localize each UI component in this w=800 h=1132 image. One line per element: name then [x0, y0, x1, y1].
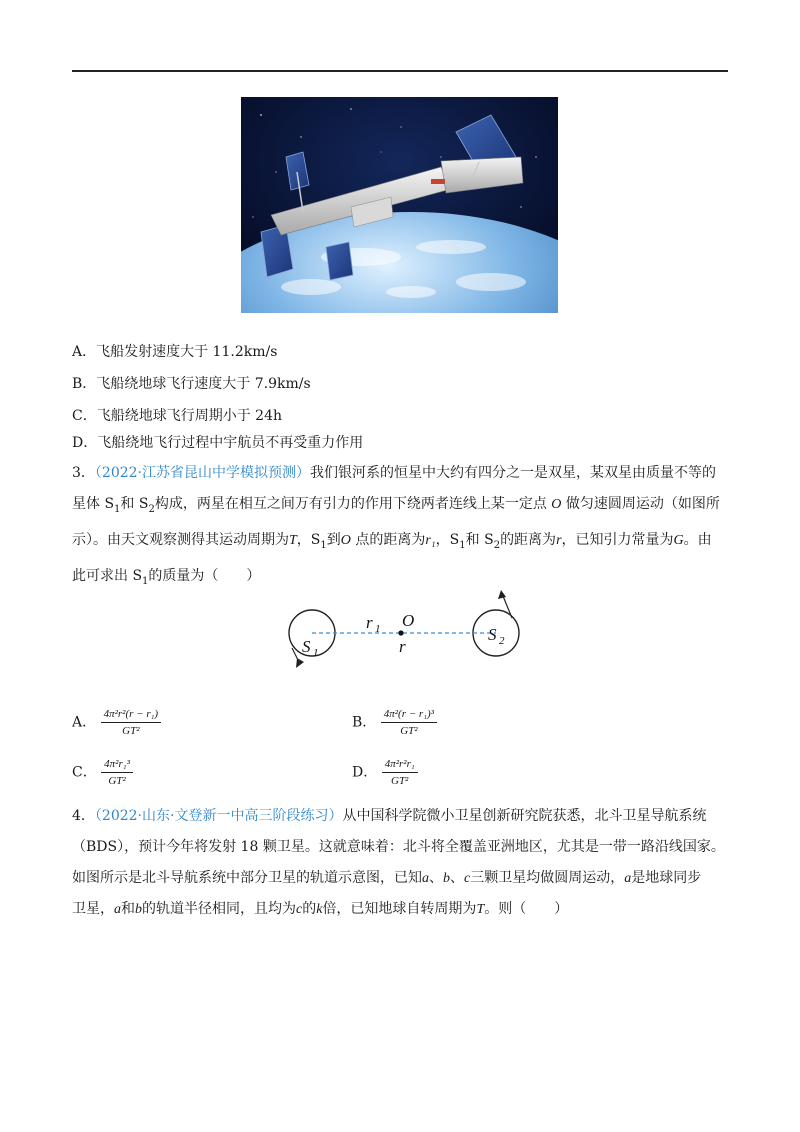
q3-text: 到 — [326, 531, 341, 548]
q3-option-c — [72, 756, 133, 789]
space-station-photo — [241, 97, 558, 313]
q3-text: 的距离为 — [500, 531, 557, 548]
q4-text: 、 — [450, 870, 464, 886]
option-b: B．飞船绕地球飞行速度大于 7.9km/s — [72, 376, 311, 392]
variable: a — [624, 871, 632, 886]
binary-star-diagram — [282, 584, 522, 680]
q3-text: ，已知引力常量为 — [561, 531, 674, 548]
question-3-text — [72, 458, 732, 596]
q3-text: 星体 S — [72, 496, 115, 512]
subscript: 1 — [142, 575, 149, 587]
variable: T — [476, 902, 485, 917]
label-s1-sub: 1 — [313, 647, 319, 659]
q4-line-2: （BDS），预计今年将发射 18 颗卫星。这就意味着：北斗将全覆盖亚洲地区，尤其是一带一路沿线国家。 — [72, 839, 725, 855]
q3-option-b — [352, 706, 437, 739]
q4-text: 和 — [121, 901, 135, 917]
q3-text: 。由 — [683, 531, 712, 548]
option-a: A．飞船发射速度大于 11.2km/s — [72, 344, 278, 360]
question-number: 4． — [72, 808, 95, 824]
question-number: 3． — [72, 465, 95, 481]
fraction — [101, 756, 133, 789]
variable: b — [443, 871, 450, 886]
s1-arrowhead — [296, 658, 304, 668]
label-r: r — [399, 637, 406, 656]
q3-option-a — [72, 706, 161, 739]
q3-text: 和 S — [120, 496, 149, 512]
question-source: （2022·江苏省昆山中学模拟预测） — [94, 465, 311, 481]
variable: O — [551, 497, 562, 512]
q3-text: ，S — [435, 531, 460, 548]
q3-option-d — [352, 756, 418, 789]
option-label: D． — [352, 764, 378, 781]
variable: a — [422, 871, 429, 886]
variable: b — [135, 902, 142, 917]
question-4-text — [72, 801, 732, 925]
q4-text: 的轨道半径相同，且均为 — [142, 901, 296, 917]
option-label: A． — [72, 714, 97, 731]
q3-text: 和 S — [465, 531, 494, 548]
q4-text: 是地球同步 — [631, 870, 702, 886]
question-source: （2022·山东·文登新一中高三阶段练习） — [94, 808, 343, 824]
q4-text: 如图所示是北斗导航系统中部分卫星的轨道示意图，已知 — [72, 870, 422, 886]
fraction — [101, 706, 162, 739]
numerator: 4π²r²r₁ — [382, 756, 418, 773]
fraction — [381, 706, 437, 739]
s2-arrowhead — [498, 590, 506, 599]
q3-text: 构成，两星在相互之间万有引力的作用下绕两者连线上某一定点 — [154, 496, 552, 512]
q3-text: 的质量为（ ） — [148, 567, 261, 584]
denominator: GT² — [391, 775, 409, 787]
q4-text: 。则（ ） — [484, 901, 569, 917]
subscript: 2 — [148, 503, 155, 515]
variable: r — [556, 532, 562, 548]
denominator: GT² — [400, 725, 418, 737]
option-label: B． — [352, 714, 377, 731]
option-label: C． — [72, 764, 97, 781]
numerator: 4π²r₁³ — [101, 756, 133, 773]
variable: c — [296, 902, 303, 917]
option-d: D．飞船绕地飞行过程中宇航员不再受重力作用 — [72, 435, 364, 451]
q4-text: 、 — [429, 870, 443, 886]
label-s2-sub: 2 — [499, 635, 505, 647]
q3-text: 点的距离为 — [350, 531, 426, 548]
denominator: GT² — [108, 775, 126, 787]
center-point-o — [398, 630, 403, 635]
label-r1-sub: 1 — [375, 623, 381, 635]
variable: G — [673, 532, 684, 548]
option-c: C．飞船绕地球飞行周期小于 24h — [72, 408, 282, 424]
numerator: 4π²(r − r₁)³ — [381, 706, 437, 723]
q4-text: 的 — [302, 901, 317, 917]
q4-text: 倍，已知地球自转周期为 — [322, 901, 477, 917]
q4-text: 卫星， — [72, 901, 114, 917]
label-o: O — [402, 611, 415, 630]
variable: O — [340, 532, 351, 548]
s2-motion-arrow — [503, 596, 512, 618]
q4-line-1: 从中国科学院微小卫星创新研究院获悉，北斗卫星导航系统 — [342, 808, 707, 824]
q3-text: 示）。由天文观察测得其运动周期为 — [72, 531, 289, 548]
label-r1: r — [366, 613, 373, 632]
label-s1: S — [302, 637, 311, 656]
q3-text: ，S — [296, 531, 321, 548]
denominator: GT² — [122, 725, 140, 737]
subscript: 1 — [114, 503, 121, 515]
subscript: 1 — [320, 539, 327, 551]
variable: a — [114, 902, 121, 917]
variable: c — [464, 871, 471, 886]
header-rule — [72, 70, 728, 72]
q4-text: 三颗卫星均做圆周运动， — [470, 870, 625, 886]
fraction — [382, 756, 418, 789]
q3-text: 此可求出 S — [72, 567, 143, 584]
variable: r₁ — [425, 532, 436, 548]
variable: T — [289, 532, 297, 548]
q3-text: 做匀速圆周运动（如图所 — [561, 496, 720, 512]
q3-line-1: 我们银河系的恒星中大约有四分之一是双星，某双星由质量不等的 — [310, 465, 717, 481]
numerator: 4π²r²(r − r₁) — [101, 706, 162, 723]
subscript: 2 — [493, 539, 501, 551]
subscript: 1 — [459, 539, 466, 551]
variable: k — [316, 902, 323, 917]
label-s2: S — [488, 625, 497, 644]
